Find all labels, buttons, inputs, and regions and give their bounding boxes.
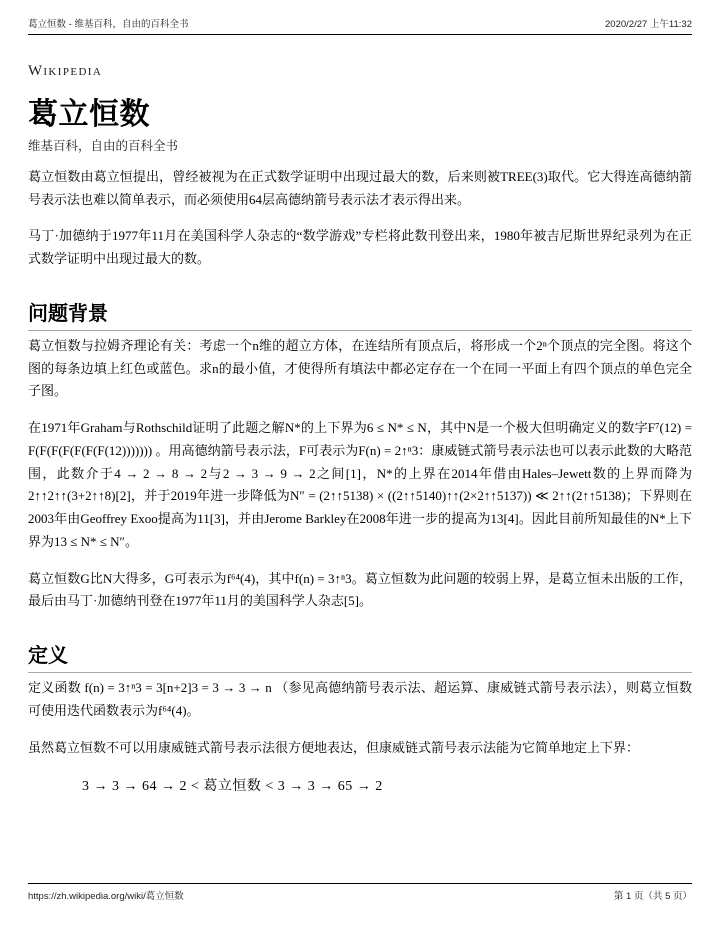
footer-divider xyxy=(28,883,692,884)
print-header-timestamp: 2020/2/27 上午11:32 xyxy=(605,19,692,30)
header-divider xyxy=(28,34,692,35)
print-header-title: 葛立恒数 - 维基百科，自由的百科全书 xyxy=(28,19,189,30)
lead-paragraph-1: 葛立恒数由葛立恒提出，曾经被视为在正式数学证明中出现过最大的数，后来则被TREE(3)取代。它大得连高德纳箭号表示法也难以简单表示，而必须使用64层高德纳箭号表示法才表示得出来。 xyxy=(28,168,692,207)
wikipedia-wordmark: wikipedia xyxy=(28,56,103,80)
section-heading-definition: 定义 xyxy=(28,639,692,673)
site-tagline: 维基百科，自由的百科全书 xyxy=(28,139,179,153)
background-paragraph-3: 葛立恒数G比N大得多，G可表示为f⁶⁴(4)，其中f(n) = 3↑ⁿ3。葛立恒数为此问题的较弱上界，是葛立恒未出版的工作，最后由马丁·加德纳刊登在1977年11月的美国科学人杂志[5]。 xyxy=(28,570,692,609)
definition-paragraph-2: 虽然葛立恒数不可以用康威链式箭号表示法很方便地表达，但康威链式箭号表示法能为它简单地定上下界： xyxy=(28,739,640,755)
page-number: 第 1 页（共 5 页） xyxy=(613,891,692,902)
article-content xyxy=(28,48,692,805)
bounds-formula: 3 → 3 → 64 → 2 < 葛立恒数 < 3 → 3 → 65 → 2 xyxy=(82,779,383,795)
section-heading-background: 问题背景 xyxy=(28,297,692,331)
print-header xyxy=(28,16,692,30)
background-paragraph-1: 葛立恒数与拉姆齐理论有关：考虑一个n维的超立方体，在连结所有顶点后，将形成一个2ⁿ个顶点的完全图。将这个图的每条边填上红色或蓝色。求n的最小值，才使得所有填法中都必定存在一个在同一平面上有四个顶点的单色完全子图。 xyxy=(28,337,692,399)
definition-paragraph-1: 定义函数 f(n) = 3↑ⁿ3 = 3[n+2]3 = 3 → 3 → n （参见高德纳箭号表示法、超运算、康威链式箭号表示法），则葛立恒数可使用迭代函数表示为f⁶⁴(4)。 xyxy=(28,680,692,718)
background-paragraph-2: 在1971年Graham与Rothschild证明了此题之解N*的上下界为6 ≤ N* ≤ N，其中N是一个极大但明确定义的数字F⁷(12) = F(F(F(F(F(F(F(12))))))) 。用高德纳箭号表示法，F可表示为F(n) = 2↑ⁿ3：康威链式箭号表示法也可以表示此数的大略范围，此数介于4 → 2 → 8 → 2与2 → 3 → 9 → 2之间[1]，N*的上界在2014年借由Hales–Jewett数的上界而降为2↑↑2↑↑(3+2↑↑8)[2]，并于2019年进一步降低为N″ = (2↑↑5138) × ((2↑↑5140)↑↑(2×2↑↑5137)) ≪ 2↑↑(2↑↑5138)；下界则在2003年由Geoffrey Exoo提高为11[3]，并由Jerome Barkley在2008年进一步的提高为13[4]。因此目前所知最佳的N*上下界为13 ≤ N* ≤ N″。 xyxy=(28,420,692,549)
source-url: https://zh.wikipedia.org/wiki/葛立恒数 xyxy=(28,891,184,902)
print-footer xyxy=(28,888,692,902)
page-title: 葛立恒数 xyxy=(28,98,150,131)
lead-paragraph-2: 马丁·加德纳于1977年11月在美国科学人杂志的“数学游戏”专栏将此数刊登出来，1980年被吉尼斯世界纪录列为在正式数学证明中出现过最大的数。 xyxy=(28,228,692,266)
